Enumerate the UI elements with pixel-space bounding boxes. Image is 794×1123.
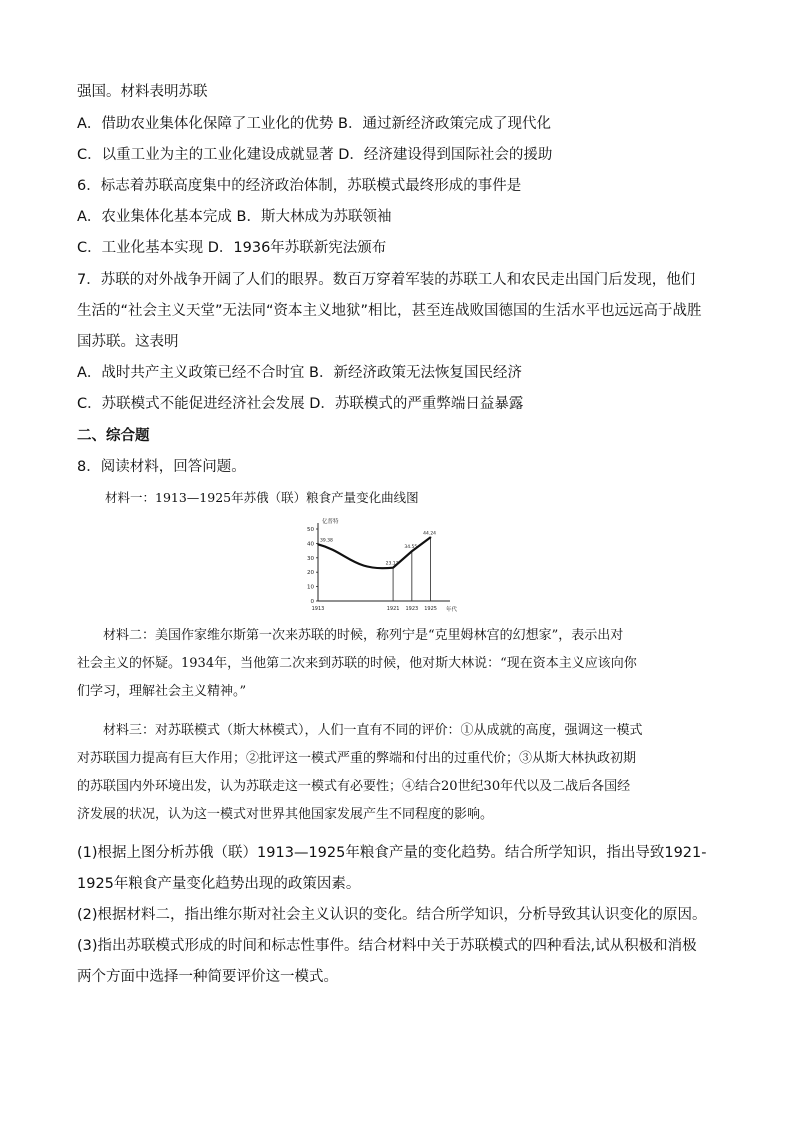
material-3 <box>77 717 695 829</box>
q6-option-ab: A．农业集体化基本完成 B．斯大林成为苏联领袖 <box>77 209 392 225</box>
material-2-line: 社会主义的怀疑。1934年，当他第二次来到苏联的时候，他对斯大林说：“现在资本主义应该向你 <box>77 656 637 671</box>
y-tick-label: 10 <box>307 584 314 591</box>
material-3-line: 对苏联国力提高有巨大作用；②批评这一模式严重的弊端和付出的过重代价；③从斯大林执政初期 <box>77 751 637 766</box>
material-2 <box>77 622 695 706</box>
q6-stem: 6．标志着苏联高度集中的经济政治体制，苏联模式最终形成的事件是 <box>77 178 522 194</box>
y-axis-label: 亿普特 <box>322 519 339 525</box>
point-label: 34.55 <box>404 545 418 551</box>
x-axis-label: 年代 <box>446 607 458 612</box>
material-2-line: 材料二：美国作家维尔斯第一次来苏联的时候，称列宁是“克里姆林宫的幻想家”，表示出对 <box>103 628 624 643</box>
y-tick-label: 20 <box>307 570 314 577</box>
x-tick-label: 1925 <box>424 606 437 612</box>
q5-option-ab: A．借助农业集体化保障了工业化的优势 B．通过新经济政策完成了现代化 <box>77 116 551 132</box>
grain-chart <box>300 515 470 612</box>
material-3-line: 济发展的状况，认为这一模式对世界其他国家发展产生不同程度的影响。 <box>77 807 494 822</box>
point-label: 39.38 <box>320 538 333 544</box>
point-label: 23.13 <box>385 561 399 567</box>
chart-caption: 材料一：1913—1925年苏俄（联）粮食产量变化曲线图 <box>105 490 419 505</box>
q7-stem: 7．苏联的对外战争开阔了人们的眼界。数百万穿着军装的苏联工人和农民走出国门后发现，他们 <box>77 272 696 288</box>
question-2: (2)根据材料二，指出维尔斯对社会主义认识的变化。结合所学知识，分析导致其认识变化的原因。 <box>77 907 707 923</box>
question-1: (1)根据上图分析苏俄（联）1913—1925年粮食产量的变化趋势。结合所学知识，指出导致1921- <box>77 845 707 861</box>
q5-option-cd: C．以重工业为主的工业化建设成就显著 D．经济建设得到国际社会的援助 <box>77 147 553 163</box>
q7-option-cd: C．苏联模式不能促进经济社会发展 D．苏联模式的严重弊端日益暴露 <box>77 396 524 412</box>
y-tick-label: 50 <box>307 527 314 533</box>
data-point <box>430 536 432 538</box>
material-3-line: 材料三：对苏联模式（斯大林模式），人们一直有不同的评价：①从成就的高度，强调这一模式 <box>103 723 643 738</box>
q7-stem: 生活的“社会主义天堂”无法同“资本主义地狱”相比，甚至连战败国德国的生活水平也远远高于战胜 <box>77 303 702 319</box>
q6-option-cd: C．工业化基本实现 D．1936年苏联新宪法颁布 <box>77 240 387 256</box>
x-tick-label: 1913 <box>311 606 325 612</box>
y-tick-label: 0 <box>310 599 314 605</box>
text-line: 强国。材料表明苏联 <box>77 84 208 100</box>
y-tick-label: 40 <box>307 541 314 548</box>
data-point <box>411 550 413 552</box>
material-3-line: 的苏联国内外环境出发，认为苏联走这一模式有必要性；④结合20世纪30年代以及二战后各国经 <box>77 779 631 794</box>
question-1: 1925年粮食产量变化趋势出现的政策因素。 <box>77 876 361 892</box>
material-2-line: 们学习，理解社会主义精神。” <box>77 684 247 699</box>
section-title: 二、综合题 <box>77 428 150 444</box>
question-3: (3)指出苏联模式形成的时间和标志性事件。结合材料中关于苏联模式的四种看法,试从积极和消极 <box>77 938 697 954</box>
question-3: 两个方面中选择一种简要评价这一模式。 <box>77 969 338 985</box>
q7-stem: 国苏联。这表明 <box>77 334 179 350</box>
point-label: 44.24 <box>423 531 437 537</box>
x-tick-label: 1923 <box>405 606 419 612</box>
q7-option-ab: A．战时共产主义政策已经不合时宜 B．新经济政策无法恢复国民经济 <box>77 365 522 381</box>
q8-stem: 8．阅读材料，回答问题。 <box>77 459 246 475</box>
data-point <box>317 543 319 545</box>
y-tick-label: 30 <box>307 555 314 562</box>
x-tick-label: 1921 <box>386 606 400 612</box>
series-line <box>318 537 431 568</box>
data-point <box>392 567 394 569</box>
